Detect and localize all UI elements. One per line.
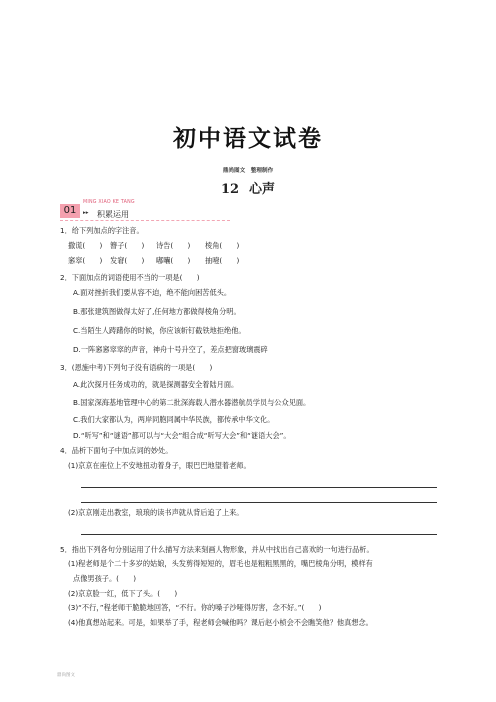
q4-stem: 4．品析下面句子中加点词的妙处。 (60, 446, 173, 455)
q5-item-3: (3)“不行，”程老师干脆脆地回答，“不行。你的嗓子沙哑得厉害，念不好。”( ) (68, 603, 322, 612)
section-divider (60, 220, 230, 221)
double-arrow-icon: ▸▸ (83, 210, 89, 216)
q4-item-2: (2)京京刚走出教室，琅琅的读书声就从背后追了上来。 (68, 508, 244, 517)
q3-option-a: A.此次探月任务成功的，就是探测器安全着陆月面。 (73, 380, 239, 389)
answer-line (81, 534, 437, 535)
lesson-number: 12 (220, 182, 240, 197)
q5-item-1: (1)程老师是个二十多岁的姑娘，头发剪得短短的，眉毛也是粗粗黑黑的，嘴巴棱角分明，模样有 (68, 559, 373, 568)
pinyin-item: 发窘( ) (110, 256, 145, 265)
pinyin-item: 诗告( ) (156, 241, 191, 250)
answer-line (81, 502, 437, 503)
pinyin-item: 撒谎( ) (68, 241, 103, 250)
page-title: 初中语文试卷 (173, 125, 323, 152)
q2-option-a: A.面对挫折我们要从容不迫，绝不能向困苦低头。 (73, 288, 232, 297)
q1-row1 (68, 241, 239, 251)
q5-item-4: (4)他真想站起来。可是，如果举了手，程老师会喊他吗？课后赵小桢会不会瞧笑他？他真想念。 (68, 618, 373, 627)
q5-item-2: (2)京京脸一红，低下了头。( ) (68, 589, 178, 598)
answer-line (81, 487, 437, 488)
q4-item-1: (1)京京在座位上不安地扭动着身子，眼巴巴地望着老师。 (68, 461, 251, 470)
q3-stem: 3．(恩施中考)下列句子没有语病的一项是( ) (60, 363, 213, 372)
q3-option-d: D.“听写”和“谜语”都可以与“大会”组合成“听写大会”和“谜语大会”。 (73, 431, 291, 440)
q2-stem: 2．下面加点的词语使用不当的一项是( ) (60, 273, 200, 282)
q2-option-d: D.一阵窸窸窣窣的声音，神舟十号升空了，差点把窗玻璃震碎 (73, 345, 268, 354)
q5-item-1-cont: 点像男孩子。( ) (73, 574, 137, 583)
section-label: 积累运用 (97, 210, 129, 219)
producer-credit: 鼎尚图文 整理制作 (222, 168, 274, 174)
q2-option-b: B.那张建筑图做得太好了,任何地方都做得棱角分明。 (73, 307, 241, 316)
lesson-heading (0, 178, 496, 197)
pinyin-item: 抽噎( ) (205, 256, 240, 265)
q2-option-c: C.当陌生人踌躇你的时候，你应该斩钉截铁地拒绝他。 (73, 326, 246, 335)
pinyin-item: 窸窣( ) (68, 256, 103, 265)
section-number: 01 (63, 205, 77, 216)
q3-option-b: B.国家深海基地管理中心的第二批深海载人潜水器潜航员学员与公众见面。 (73, 398, 311, 407)
pinyin-item: 嘟囔( ) (156, 256, 191, 265)
lesson-title: 心声 (249, 182, 276, 197)
footer-brand: 鼎尚图文 (57, 673, 75, 678)
q1-stem: 1．给下列加点的字注音。 (60, 226, 144, 235)
pinyin-item: 棱角( ) (205, 241, 240, 250)
q1-row2 (68, 256, 239, 266)
q5-stem: 5．指出下列各句分别运用了什么描写方法来刻画人物形象，并从中找出自己喜欢的一句进行品析。 (60, 545, 374, 554)
q3-option-c: C.我们大家都认为，两岸同胞同属中华民族，都传承中华文化。 (73, 415, 275, 424)
pinyin-item: 簪子( ) (110, 241, 145, 250)
section-pinyin: MING XIAO KE TANG (83, 200, 135, 205)
